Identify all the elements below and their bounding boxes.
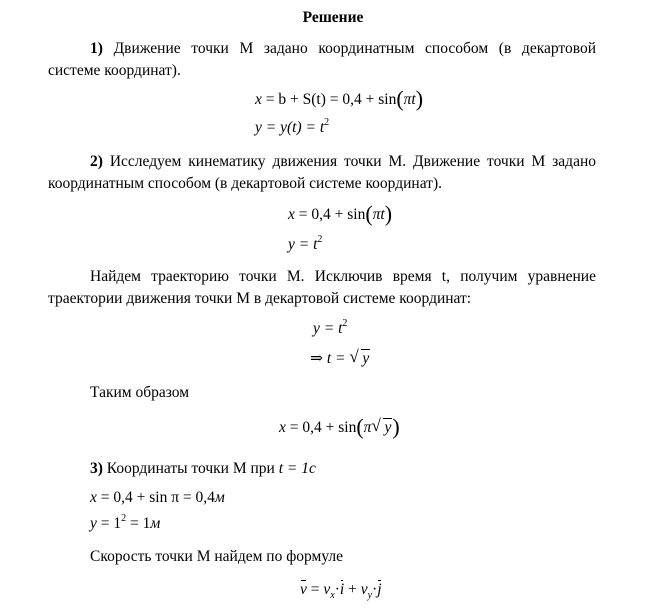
equation-y-value: $y = 1^2 = 1м$	[90, 513, 161, 532]
implies-arrow-icon: ⇒	[310, 350, 323, 367]
radical: √ y	[371, 416, 392, 436]
equation-trajectory: x = 0,4 + sin(π √ y)	[279, 414, 400, 439]
equation-x-of-t: x = b + S(t) = 0,4 + sin(πt)	[255, 86, 424, 111]
equation-y-t-squared: $y = t^2$	[313, 318, 348, 337]
paragraph-step-3: 3) Координаты точки M при t = 1c	[90, 460, 316, 477]
paragraph-speed: Скорость точки M найдем по формуле	[90, 548, 344, 565]
equation-y-kinematics: $y = t^2$	[288, 234, 323, 253]
step-number: 3)	[90, 460, 103, 477]
step-text: Движение точки M задано координатным способом (в декартовой системе координат).	[48, 40, 596, 79]
step-number: 2)	[90, 153, 103, 170]
radical: √ y	[349, 347, 370, 367]
page-title: Решение	[302, 9, 364, 26]
equation-x-value: x = 0,4 + sin π = 0,4м	[90, 489, 225, 506]
step-number: 1)	[90, 40, 103, 57]
paragraph-step-2	[48, 151, 596, 195]
paragraph-trajectory: Найдем траекторию точки M. Исключив время t, получим уравнение траектории движения точки M в декартовой системе координат:	[48, 268, 596, 307]
equation-velocity-vector: $v = v_x\cdot i + v_y\cdot j$	[300, 581, 382, 601]
equation-t-sqrt-y: ⇒ t = √ y	[310, 347, 370, 367]
time-condition: t = 1c	[278, 460, 316, 477]
paragraph-thus: Таким образом	[90, 384, 190, 401]
step-text: Исследуем кинематику движения точки M. Движение точки M задано координатным способом (в декартовой системе координат).	[48, 153, 596, 192]
equation-y-of-t: $y = y(t) = t^2$	[255, 117, 330, 136]
equation-x-kinematics: x = 0,4 + sin(πt)	[288, 201, 393, 226]
paragraph-step-1	[48, 38, 596, 82]
